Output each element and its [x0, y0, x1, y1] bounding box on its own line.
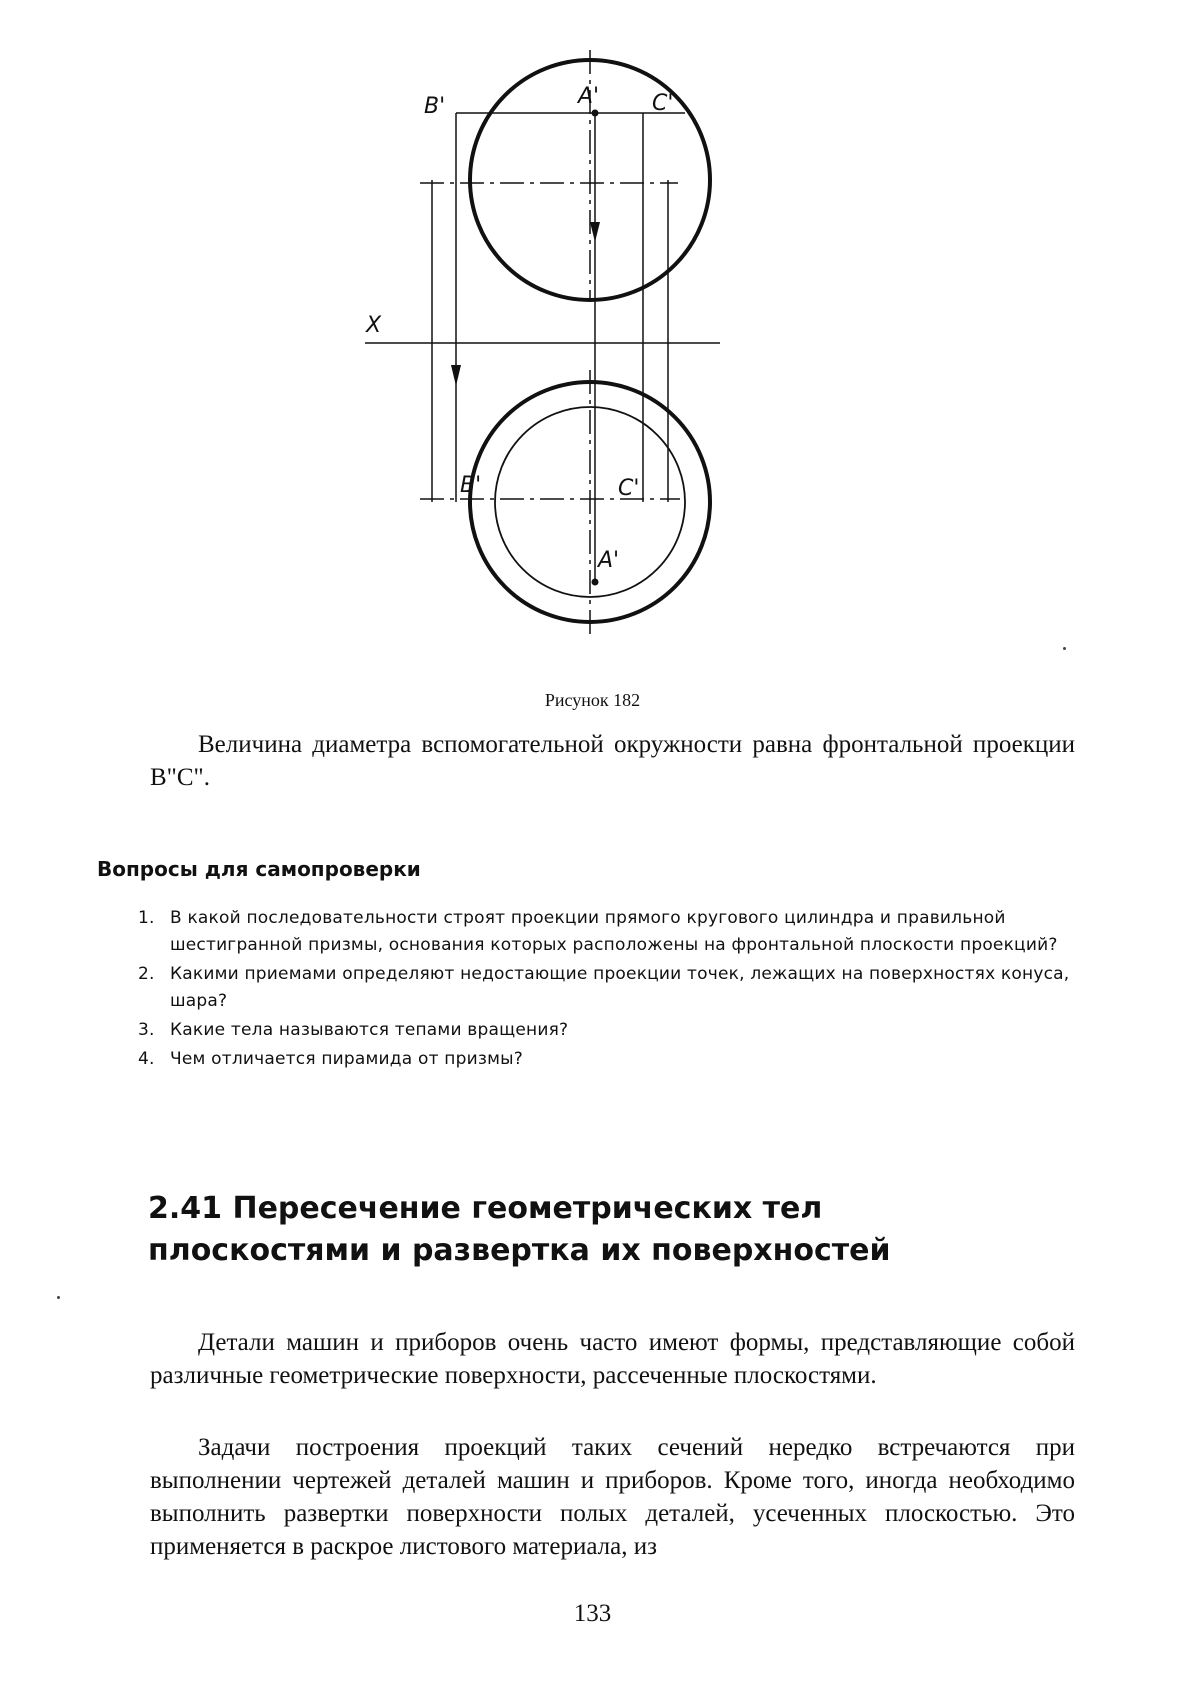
label-plan-b: B': [460, 473, 482, 498]
questions-list: [138, 905, 1078, 1075]
label-frontal-a: A': [578, 84, 600, 109]
point-a-plan: [592, 579, 598, 585]
figure-182: [360, 40, 780, 680]
arrow-a-down: [590, 222, 600, 242]
section-heading: 2.41 Пересечение геометрических тел плоскостями и развертка их поверхностей: [148, 1191, 891, 1268]
question-text: В какой последовательности строят проекции прямого кругового цилиндра и правильной шестигранной призмы, основания которых расположены на фронтальной плоскости проекций?: [170, 908, 1058, 955]
label-axis-x: X: [366, 313, 382, 338]
question-item: [138, 905, 1078, 959]
label-plan-a: A': [598, 548, 620, 573]
figure-caption: Рисунок 182: [544, 690, 641, 710]
scan-speck: [57, 1296, 60, 1299]
label-frontal-c: C': [652, 91, 674, 116]
point-a-frontal: [592, 110, 598, 116]
label-plan-c: C': [618, 476, 640, 501]
paragraph-auxiliary-circle: Величина диаметра вспомогательной окружности равна фронтальной проекции B"C".: [150, 731, 1075, 791]
scan-speck: [1063, 647, 1066, 650]
question-number: 3.: [138, 1020, 155, 1040]
page-number: 133: [573, 1600, 612, 1627]
question-item: [138, 961, 1078, 1015]
question-number: 4.: [138, 1049, 155, 1069]
question-number: 2.: [138, 964, 155, 984]
paragraph-intro: Детали машин и приборов очень часто имеют формы, представляющие собой различные геометрические поверхности, рассеченные плоскостями.: [150, 1329, 1075, 1389]
question-number: 1.: [138, 908, 155, 928]
arrow-b-down: [451, 365, 461, 386]
question-text: Какими приемами определяют недостающие проекции точек, лежащих на поверхностях конуса, шара?: [170, 964, 1070, 1011]
label-frontal-b: B': [424, 94, 446, 119]
question-item: [138, 1046, 1078, 1073]
question-text: Чем отличается пирамида от призмы?: [170, 1049, 523, 1069]
paragraph-tasks: Задачи построения проекций таких сечений нередко встречаются при выполнении чертежей деталей машин и приборов. Кроме того, иногда необходимо выполнить развертки поверхности полых деталей, усеченных плоскостью. Это применяется в раскрое листового материала, из: [150, 1434, 1075, 1560]
questions-title: Вопросы для самопроверки: [97, 857, 421, 881]
question-text: Какие тела называются тепами вращения?: [170, 1020, 569, 1040]
question-item: [138, 1017, 1078, 1044]
